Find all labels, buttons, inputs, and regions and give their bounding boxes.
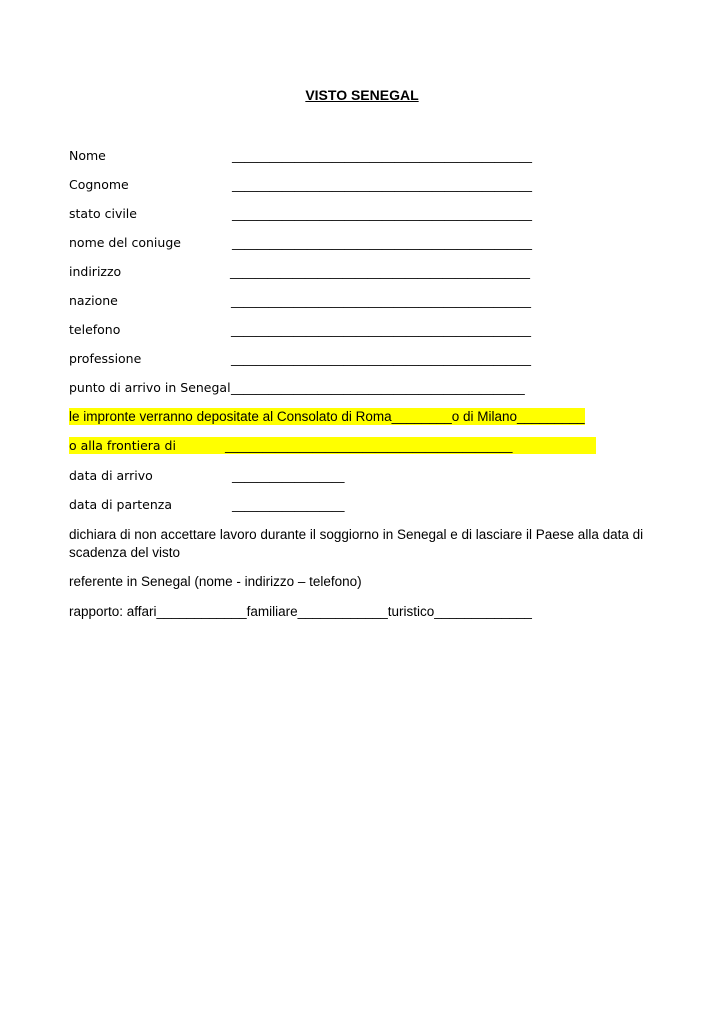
referent-text: referente in Senegal (nome - indirizzo – telefono) xyxy=(69,574,362,589)
blank-line[interactable]: ________________________________________________ xyxy=(232,235,532,250)
blank-line[interactable]: ________________________________________________ xyxy=(230,264,530,279)
relationship-line[interactable]: rapporto: affari____________familiare____________turistico_____________ xyxy=(69,604,532,619)
blank-line[interactable]: ________________________________________________ xyxy=(231,293,531,308)
document-title: VISTO SENEGAL xyxy=(305,87,419,103)
field-label: nome del coniuge xyxy=(69,235,181,250)
field-label: indirizzo xyxy=(69,264,122,279)
field-label: professione xyxy=(69,351,142,366)
frontier-label: o alla frontiera di xyxy=(69,438,176,453)
field-label: Cognome xyxy=(69,177,129,192)
blank-line[interactable]: ________________________________________________ xyxy=(232,148,532,163)
field-label: stato civile xyxy=(69,206,137,221)
field-label: Nome xyxy=(69,148,106,163)
declaration-text: dichiara di non accettare lavoro durante il soggiorno in Senegal e di lasciare il Paese alla data di scadenza del visto xyxy=(69,527,644,560)
blank-line[interactable]: __________________ xyxy=(232,497,345,512)
blank-line[interactable]: ______________________________________________ xyxy=(225,438,513,453)
blank-line[interactable]: ________________________________________________ xyxy=(231,351,531,366)
blank-line[interactable]: ________________________________________________ xyxy=(231,322,531,337)
blank-line[interactable]: ________________________________________________ xyxy=(232,177,532,192)
field-label: punto di arrivo in Senegal xyxy=(69,380,231,395)
field-label: data di arrivo xyxy=(69,468,153,483)
frontier-line xyxy=(69,437,596,454)
field-label: data di partenza xyxy=(69,497,172,512)
blank-line[interactable]: ________________________________________________ xyxy=(232,206,532,221)
blank-line[interactable]: _______________________________________________ xyxy=(231,380,525,395)
field-label: telefono xyxy=(69,322,121,337)
fingerprints-text[interactable]: le impronte verranno depositate al Consolato di Roma________o di Milano_________ xyxy=(69,409,585,424)
blank-line[interactable]: __________________ xyxy=(232,468,345,483)
field-label: nazione xyxy=(69,293,118,308)
